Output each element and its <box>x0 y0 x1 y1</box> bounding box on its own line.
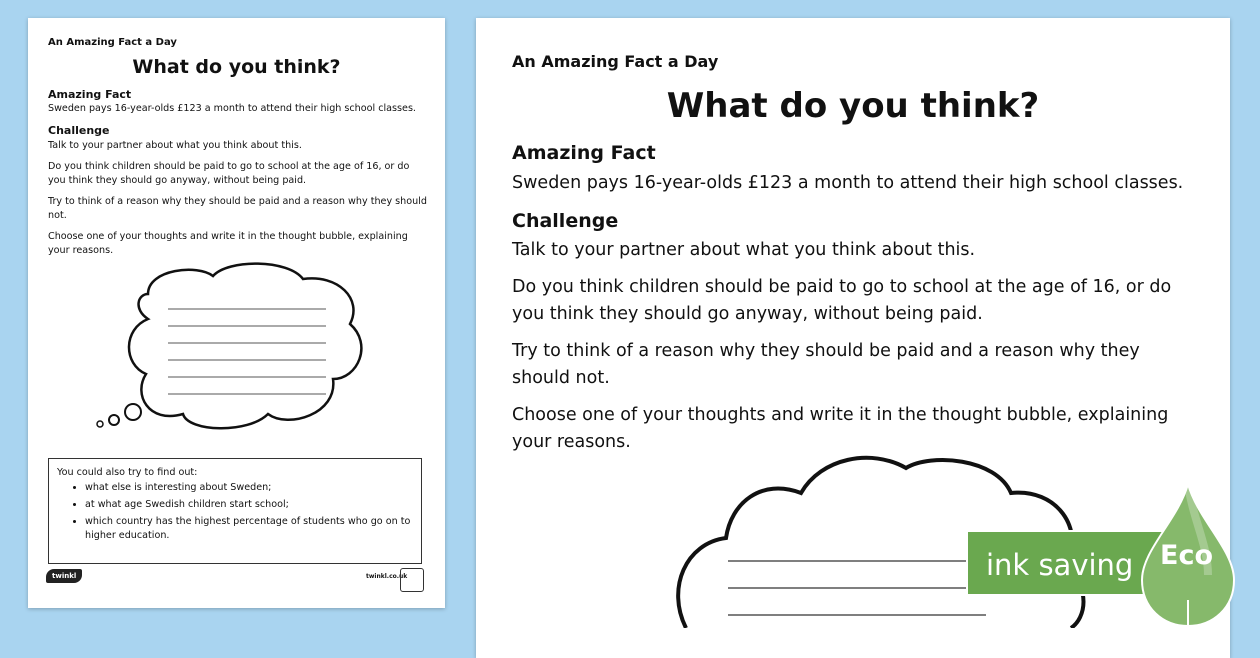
thumb-fact-heading: Amazing Fact <box>48 88 132 101</box>
thumb-challenge-p1: Talk to your partner about what you think about this. <box>48 140 302 151</box>
thumb-challenge-heading: Challenge <box>48 124 110 137</box>
list-item: • which country has the highest percentage of students who go on to higher education. <box>85 515 415 543</box>
thumb-header: An Amazing Fact a Day <box>48 37 177 48</box>
challenge-p2: Do you think children should be paid to go to school at the age of 16, or do you think they should go anyway, without being paid. <box>512 277 1172 324</box>
list-item: • what else is interesting about Sweden; <box>85 481 415 495</box>
thumb-challenge-p2: Do you think children should be paid to go to school at the age of 16, or do you think they should go anyway, without being paid. <box>48 161 410 186</box>
page-header: An Amazing Fact a Day <box>512 52 719 71</box>
thumb-challenge-p3: Try to think of a reason why they should be paid and a reason why they should not. <box>48 196 427 221</box>
twinkl-logo: twinkl <box>46 569 82 583</box>
site-label: twinkl.co.uk <box>366 573 408 580</box>
worksheet-thumbnail <box>28 18 445 608</box>
fact-text: Sweden pays 16-year-olds £123 a month to attend their high school classes. <box>512 173 1184 193</box>
find-out-intro: You could also try to find out: <box>57 467 198 478</box>
thumb-title: What do you think? <box>132 56 341 78</box>
eco-label: Eco <box>1160 540 1213 571</box>
challenge-p3: Try to think of a reason why they should be paid and a reason why they should not. <box>512 341 1140 388</box>
fact-heading: Amazing Fact <box>512 142 656 164</box>
challenge-p4: Choose one of your thoughts and write it in the thought bubble, explaining your reasons. <box>512 405 1169 452</box>
ink-saving-banner: ink saving <box>966 530 1176 596</box>
list-item: • at what age Swedish children start school; <box>85 498 415 512</box>
challenge-heading: Challenge <box>512 210 619 232</box>
challenge-p1: Talk to your partner about what you think about this. <box>512 240 976 260</box>
thumb-fact-text: Sweden pays 16-year-olds £123 a month to attend their high school classes. <box>48 103 416 114</box>
page-title: What do you think? <box>666 86 1040 126</box>
thumb-challenge-p4: Choose one of your thoughts and write it in the thought bubble, explaining your reasons. <box>48 231 408 256</box>
thumb-thought-bubble <box>88 254 368 434</box>
footer-badge-icon <box>400 568 424 592</box>
find-out-box <box>48 458 422 564</box>
find-out-list <box>57 481 415 546</box>
